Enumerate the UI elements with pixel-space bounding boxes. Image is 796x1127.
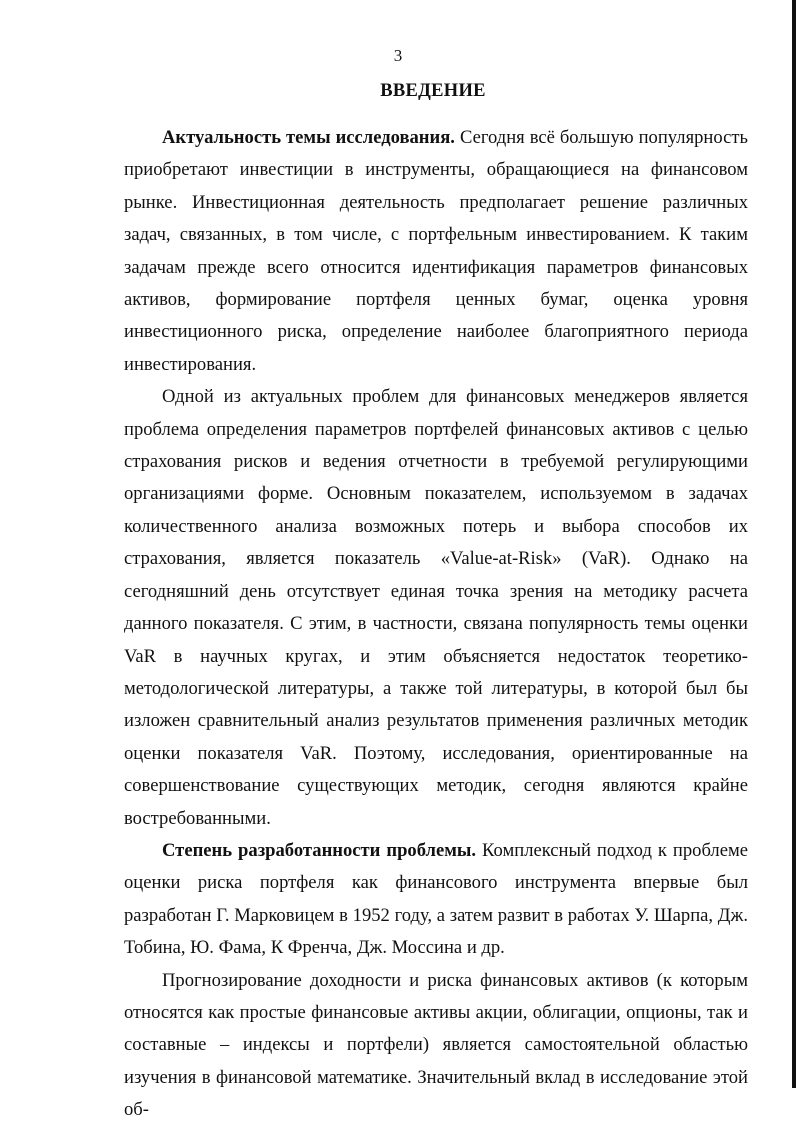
paragraph-text: Одной из актуальных проблем для финансовых менеджеров является проблема определения параметров портфелей финансовых активов с целью страхования рисков и ведения отчетности в требуемой регулирующими организациями форме. Основным показателем, используемом в задачах количественного анализа возможных потерь и выбора способов их страхования, является показатель «Value-at-Risk» (VaR). Однако на сегодняшний день отсутствует единая точка зрения на методику расчета данного показателя. С этим, в частности, связана популярность темы оценки VaR в научных кругах, и этим объясняется недостаток теоретико-методологической литературы, а также той литературы, в которой был бы изложен сравнительный анализ результатов применения различных методик оценки показателя VaR. Поэтому, исследования, ориентированные на совершенствование существующих методик, сегодня являются крайне востребованными.	[124, 386, 748, 829]
paragraph-var-problem	[124, 381, 748, 835]
section-heading: ВВЕДЕНИЕ	[380, 81, 486, 101]
paragraph-text: Комплексный подход к проблеме оценки риска портфеля как финансового инструмента впервые был разработан Г. Марковицем в 1952 году, а затем развит в работах У. Шарпа, Дж. Тобина, Ю. Фама, К Френча, Дж. Моссина и др.	[124, 839, 748, 959]
paragraph-lead: Степень разработанности проблемы.	[162, 839, 477, 861]
paragraph-lead: Актуальность темы исследования.	[162, 127, 455, 148]
body-text	[124, 122, 748, 1127]
paragraph-development-degree	[124, 835, 748, 965]
scan-edge-border	[792, 0, 796, 1088]
paragraph-text: Сегодня всё большую популярность приобретают инвестиции в инструменты, обращающиеся на финансовом рынке. Инвестиционная деятельность предполагает решение различных задач, связанных, в том числе, с портфельным инвестированием. К таким задачам прежде всего относится идентификация параметров финансовых активов, формирование портфеля ценных бумаг, оценка уровня инвестиционного риска, определение наиболее благоприятного периода инвестирования.	[124, 127, 748, 375]
paragraph-text: Прогнозирование доходности и риска финансовых активов (к которым относятся как простые финансовые активы акции, облигации, опционы, так и составные – индексы и портфели) является самостоятельной областью изучения в финансовой математике. Значительный вклад в исследование этой об-	[124, 969, 748, 1121]
page-number: 3	[393, 46, 403, 65]
paragraph-relevance	[124, 122, 748, 381]
paragraph-forecasting	[124, 965, 748, 1127]
